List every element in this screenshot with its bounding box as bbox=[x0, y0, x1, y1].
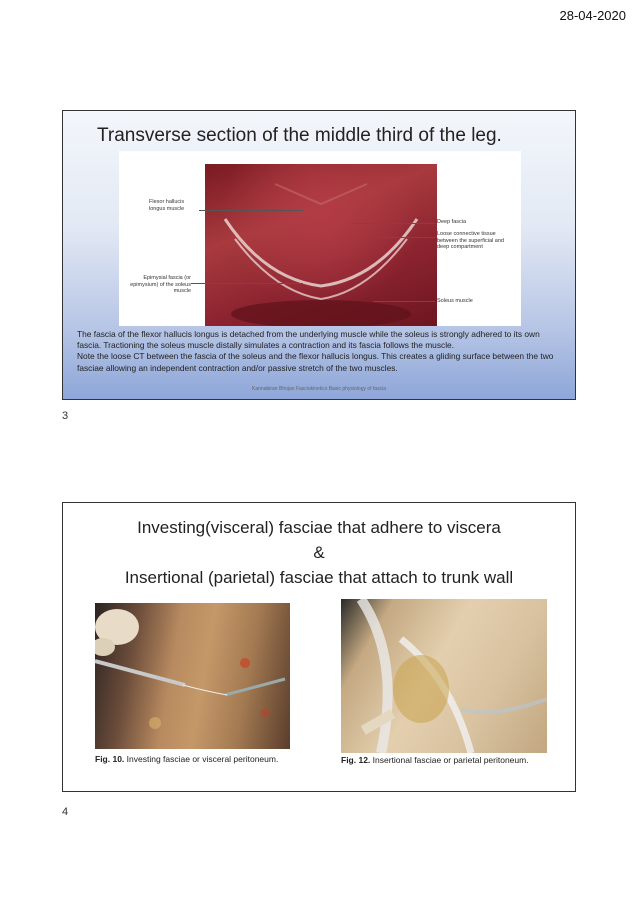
fig-10-caption bbox=[95, 754, 278, 764]
slide-4-title bbox=[63, 515, 575, 590]
label-soleus-muscle: Soleus muscle bbox=[437, 298, 473, 304]
fig-12-text: Insertional fasciae or parietal peritoneum. bbox=[370, 755, 529, 765]
slide-3-paragraph: The fascia of the flexor hallucis longus is detached from the underlying muscle while the soleus is strongly adhered to its own fascia. Tractioning the soleus muscle distally simulates a contraction and its fascia follows the muscle. bbox=[77, 329, 540, 351]
leader-line bbox=[359, 237, 435, 238]
leader-line bbox=[199, 210, 303, 211]
leader-line bbox=[353, 223, 435, 224]
label-flexor-hallucis: Flexor hallucis longus muscle bbox=[149, 199, 185, 212]
title-line: Investing(visceral) fasciae that adhere to viscera bbox=[137, 518, 501, 537]
title-line: Insertional (parietal) fasciae that attach to trunk wall bbox=[124, 568, 514, 587]
leg-cross-section-figure bbox=[119, 151, 521, 326]
leader-line bbox=[191, 283, 303, 284]
fig-12-number: Fig. 12. bbox=[341, 755, 371, 765]
title-line: & bbox=[313, 543, 325, 562]
slide-3 bbox=[62, 110, 576, 400]
trunk-wall-drawing bbox=[341, 599, 547, 753]
leader-line bbox=[373, 301, 435, 302]
fig-10-text: Investing fasciae or visceral peritoneum. bbox=[124, 754, 279, 764]
label-loose-connective-tissue: Loose connective tissue between the superficial and deep compartment bbox=[437, 231, 504, 250]
slide-3-body bbox=[77, 329, 565, 374]
page-number: 4 bbox=[62, 806, 69, 818]
fig-12-caption bbox=[341, 755, 529, 765]
label-epimysial-fascia: Epimysial fascia (or epimysium) of the soleus muscle bbox=[130, 275, 191, 294]
forceps-drawing bbox=[95, 603, 290, 749]
page-date: 28-04-2020 bbox=[559, 8, 626, 23]
slide-3-footer: Kannabiran Bhojan Fasciokinetics Basic physiology of fascia bbox=[252, 386, 386, 392]
visceral-peritoneum-photo bbox=[95, 603, 290, 749]
slide-4 bbox=[62, 502, 576, 792]
label-deep-fascia: Deep fascia bbox=[437, 219, 467, 225]
parietal-peritoneum-photo bbox=[341, 599, 547, 753]
slide-3-title: Transverse section of the middle third of the leg. bbox=[97, 125, 502, 146]
page-number: 3 bbox=[62, 410, 69, 422]
fig-10-number: Fig. 10. bbox=[95, 754, 125, 764]
slide-3-paragraph: Note the loose CT between the fascia of the soleus and the flexor hallucis longus. This creates a gliding surface between the two fasciae allowing an independent contraction and/or passive stretch of the two muscles. bbox=[77, 351, 554, 373]
